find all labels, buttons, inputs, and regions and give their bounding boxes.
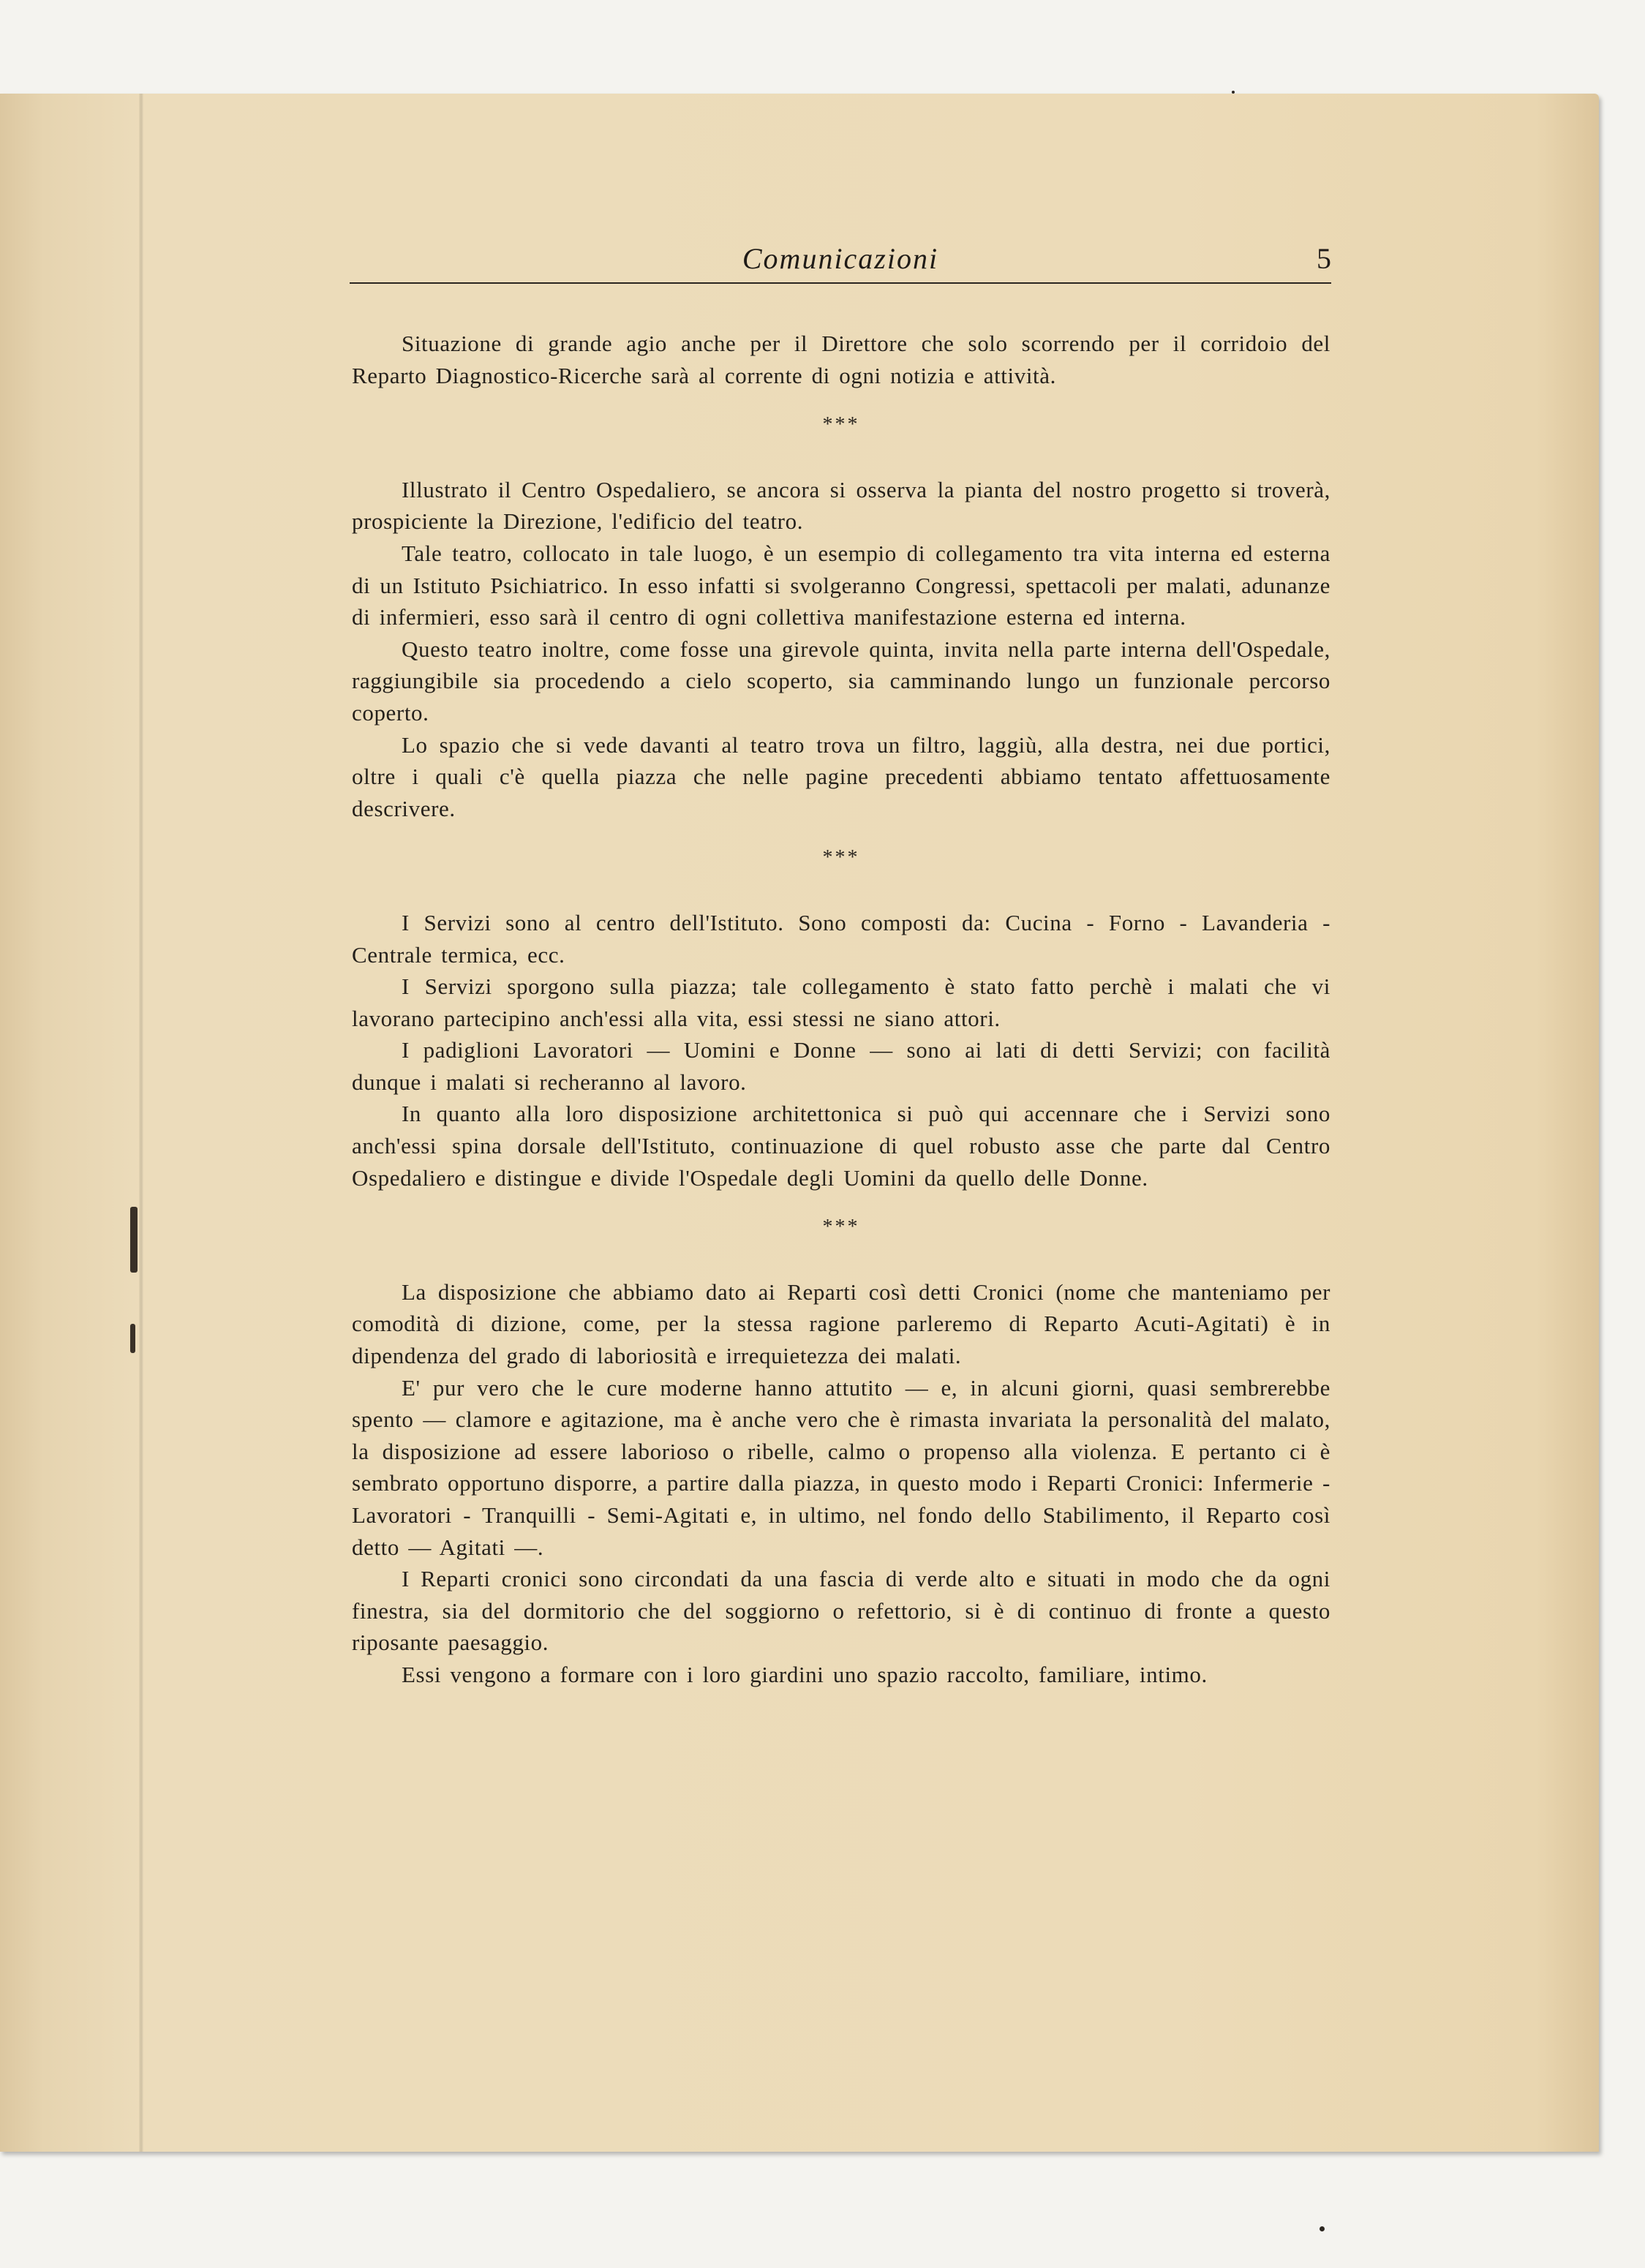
section-separator: *** (822, 846, 860, 870)
ink-speck (1232, 91, 1235, 94)
paragraph: I Reparti cronici sono circondati da una fascia di verde alto e situati in modo che da ogni finestra, sia del dormitorio che del soggiorno o refettorio, si è di continuo di fronte a questo riposante paesaggio. (352, 1566, 1330, 1656)
section-separator: *** (822, 413, 860, 437)
paragraph: In quanto alla loro disposizione architettonica si può qui accennare che i Servizi sono anch'essi spina dorsale dell'Istituto, continuazione di quel robusto asse che parte dal Centro Ospedaliero e distingue e divide l'Ospedale degli Uomini da quello delle Donne. (352, 1101, 1330, 1191)
paragraph: I Servizi sono al centro dell'Istituto. Sono composti da: Cucina - Forno - Lavanderia - Centrale termica, ecc. (352, 909, 1330, 968)
paragraph: I Servizi sporgono sulla piazza; tale collegamento è stato fatto perchè i malati che vi lavorano partecipino anch'essi alla vita, essi stessi ne siano attori. (352, 973, 1330, 1031)
page-number: 5 (1317, 242, 1331, 275)
ink-speck (1320, 2226, 1325, 2231)
paragraph: Tale teatro, collocato in tale luogo, è un esempio di collegamento tra vita interna ed esterna di un Istituto Psichiatrico. In esso infatti si svolgeranno Congressi, spettacoli per malati, adunanze di infermieri, esso sarà il centro di ogni collettiva manifestazione esterna ed interna. (352, 540, 1330, 630)
paragraph: Questo teatro inoltre, come fosse una girevole quinta, invita nella parte interna dell'Ospedale, raggiungibile sia procedendo a cielo scoperto, sia camminando lungo un funzionale percorso coperto. (352, 636, 1330, 726)
paragraph: Illustrato il Centro Ospedaliero, se ancora si osserva la pianta del nostro progetto si troverà, prospiciente la Direzione, l'edificio del teatro. (352, 476, 1330, 535)
paragraph: Lo spazio che si vede davanti al teatro trova un filtro, laggiù, alla destra, nei due portici, oltre i quali c'è quella piazza che nelle pagine precedenti abbiamo tentato affettuosamente descrivere. (352, 731, 1330, 821)
section-separator: *** (822, 1216, 860, 1239)
page-fold (139, 94, 143, 2152)
paragraph: Essi vengono a formare con i loro giardini uno spazio raccolto, familiare, intimo. (402, 1661, 1208, 1687)
running-title: Comunicazioni (742, 242, 939, 275)
paragraph: I padiglioni Lavoratori — Uomini e Donne — sono ai lati di detti Servizi; con facilità dunque i malati si recheranno al lavoro. (352, 1037, 1330, 1095)
page-header (350, 238, 1331, 284)
paragraph: La disposizione che abbiamo dato ai Reparti così detti Cronici (nome che manteniamo per comodità di dizione, come, per la stessa ragione parleremo di Reparto Acuti-Agitati) è in dipendenza del grado di laboriosità e irrequietezza dei malati. (352, 1278, 1330, 1369)
staple-mark (130, 1324, 135, 1353)
paragraph: Situazione di grande agio anche per il Direttore che solo scorrendo per il corridoio del Reparto Diagnostico-Ricerche sarà al corrente di ogni notizia e attività. (352, 331, 1330, 388)
staple-mark (130, 1207, 138, 1273)
paragraph: E' pur vero che le cure moderne hanno attutito — e, in alcuni giorni, quasi sembrerebbe spento — clamore e agitazione, ma è anche vero che è rimasta invariata la personalità del malato, la disposizione ad essere laborioso o ribelle, calmo o propenso alla violenza. E pertanto ci è sembrato opportuno disporre, a partire dalla piazza, in questo modo i Reparti Cronici: Infermerie - Lavoratori - Tranquilli - Semi-Agitati e, in ultimo, nel fondo dello Stabilimento, il Reparto così detto — Agitati —. (352, 1374, 1330, 1560)
page-body (352, 328, 1330, 1691)
